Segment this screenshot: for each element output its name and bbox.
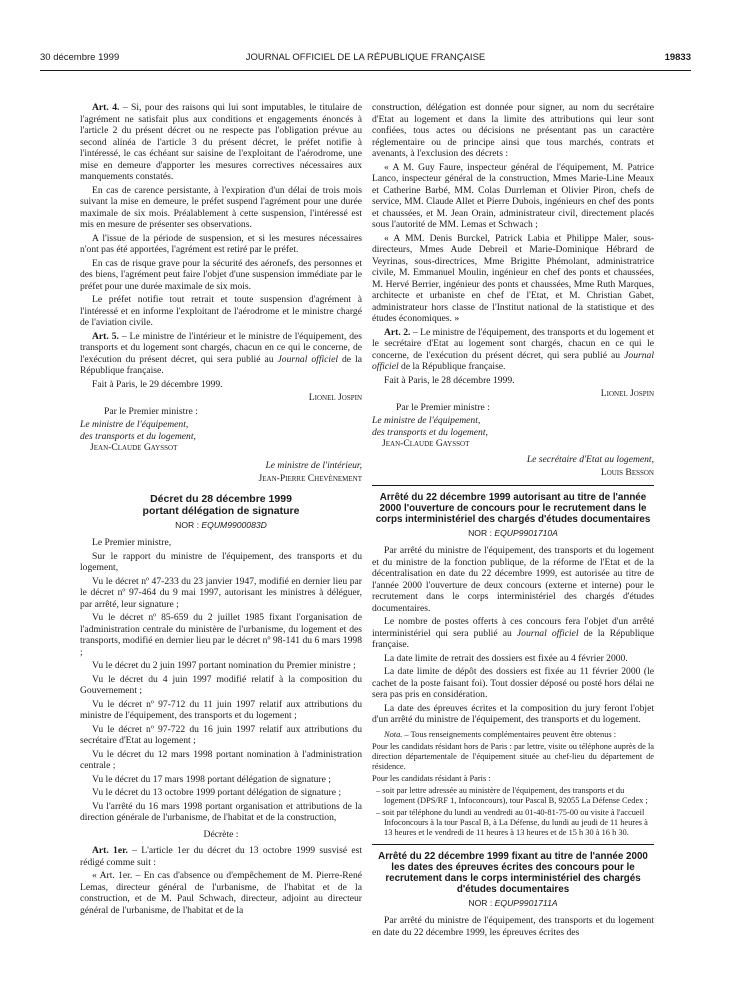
- secretary-name: Louis Besson: [600, 467, 654, 478]
- article-1: Art. 1er. – L'article 1er du décret du 13 octobre 1999 susvisé est rédigé comme suit :: [80, 845, 362, 868]
- minister-equipment-title-2: des transports et du logement,: [80, 430, 196, 442]
- right-column: [372, 102, 654, 940]
- paragraph: Sur le rapport du ministre de l'équipement, des transports et du logement,: [80, 550, 362, 573]
- paragraph: Vu le décret nº 47-233 du 23 janvier 1947, modifié en dernier lieu par le décret nº 97-464 du 9 mai 1997, autorisant les ministres à déléguer, par arrêté, leur signature ;: [80, 575, 362, 610]
- paragraph: La date limite de retrait des dossiers est fixée au 4 février 2000.: [384, 652, 628, 664]
- minister-equipment-title-1: Le ministre de l'équipement,: [80, 419, 189, 430]
- paragraph: Vu le décret nº 97-712 du 11 juin 1997 relatif aux attributions du ministre de l'équipement, des transports et du logement ;: [80, 698, 362, 721]
- minister-equipment-name: Jean-Claude Gayssot: [382, 438, 470, 449]
- paragraph: Vu le décret nº 85-659 du 2 juillet 1985 fixant l'organisation de l'administration centrale du ministère de l'urbanisme, du logement et des transports, modifié en dernier lieu par le décret nº 98-141 du 6 mars 1998 ;: [80, 612, 362, 658]
- paragraph: Vu l'arrêté du 16 mars 1998 portant organisation et attributions de la direction générale de l'urbanisme, de l'habitat et de la construction,: [80, 800, 362, 823]
- minister-equipment-name: Jean-Claude Gayssot: [90, 442, 178, 453]
- minister-interior-title: Le ministre de l'intérieur,: [265, 459, 362, 471]
- paragraph: « A M. Guy Faure, inspecteur général de l'équipement, M. Patrice Lanco, inspecteur général de la construction, Mmes Marie-Line Meaux et Catherine Barbé, MM. Colas Durrleman et Olivier Piron, chefs de service, MM. Claude Allet et Pierre Dubois, ingénieurs en chef des ponts et chaussées, et M. Jean Orain, administrateur civil, directement placés sous l'autorité de MM. Lemas et Schwach ;: [372, 161, 654, 230]
- paragraph: A l'issue de la période de suspension, et si les mesures nécessaires n'ont pas été apportées, l'agrément est retiré par le préfet.: [80, 232, 362, 255]
- paragraph: La date des épreuves écrites et la composition du jury feront l'objet d'un arrêté du ministre de l'équipement, des transports et du logement.: [372, 702, 654, 725]
- arrete-1-nor: NOR : EQUP9901710A: [468, 527, 558, 538]
- paragraph: Vu le décret du 2 juin 1997 portant nomination du Premier ministre ;: [92, 660, 356, 671]
- paragraph: Par arrêté du ministre de l'équipement, des transports et du logement et du ministre de la fonction publique, de la réforme de l'Etat et de la décentralisation en date du 22 décembre 1999, est autorisée au titre de l'année 2000 l'ouverture de deux concours (externe et interne) pour le recrutement dans le corps interministériel des chargés d'études documentaires.: [372, 545, 654, 614]
- decrete: Décrète :: [203, 828, 239, 840]
- fait-a-paris: Fait à Paris, le 29 décembre 1999.: [92, 378, 223, 390]
- paragraph: Vu le décret du 13 octobre 1999 portant délégation de signature ;: [92, 787, 342, 798]
- decree-nor: NOR : EQUM9900083D: [175, 519, 267, 530]
- article-4: Art. 4. – Si, pour des raisons qui lui sont imputables, le titulaire de l'agrément ne satisfait plus aux conditions et engagements énoncés à l'article 2 du présent décret ou ne respecte pas l'obligation prévue au second alinéa de l'article 3 du présent décret, le préfet notifie à l'intéressé, le cas échéant sur saisine de l'exploitant de l'aérodrome, une mise en demeure d'apporter les mesures correctives nécessaires aux manquements constatés.: [80, 102, 362, 182]
- paragraph: En cas de risque grave pour la sécurité des aéronefs, des personnes et des biens, l'agrément peut faire l'objet d'une suspension immédiate par le préfet pour une durée maximale de six mois.: [80, 257, 362, 292]
- paragraph: construction, délégation est donnée pour signer, au nom du secrétaire d'Etat au logement et dans la limite des attributions qui leur sont confiées, tous actes ou décisions ne présentant pas un caractère réglementaire ou de principe ainsi que tous marchés, contrats et avenants, à l'exclusion des décrets :: [372, 102, 654, 159]
- paragraph: En cas de carence persistante, à l'expiration d'un délai de trois mois suivant la mise en demeure, le préfet suspend l'agrément pour une durée maximale de six mois. Préalablement à cette suspension, l'intéressé est mis en mesure de présenter ses observations.: [80, 184, 362, 230]
- fait-a-paris: Fait à Paris, le 28 décembre 1999.: [384, 374, 515, 386]
- paragraph: Par arrêté du ministre de l'équipement, des transports et du logement en date du 22 décembre 1999, les épreuves écrites des: [372, 915, 654, 938]
- paragraph: Le préfet notifie tout retrait et toute suspension d'agrément à l'intéressé et en informe l'exploitant de l'aérodrome et le ministre chargé de l'aviation civile.: [80, 294, 362, 328]
- paragraph: Vu le décret du 12 mars 1998 portant nomination à l'administration centrale ;: [80, 748, 362, 771]
- decree-title: Décret du 28 décembre 1999 portant délégation de signature: [142, 492, 300, 517]
- divider: [372, 485, 654, 486]
- minister-equipment-title-1: Le ministre de l'équipement,: [372, 415, 481, 426]
- paragraph: « A MM. Denis Burckel, Patrick Labia et Philippe Maler, sous-directeurs, Mmes Aude Debreil et Marie-Dominique Hébrard de Veyrinas, sous-directrices, Mme Brigitte Phémolant, administratrice civile, M. Emmanuel Moulin, ingénieur en chef des ponts et chaussées, M. Hervé Berrier, ingénieur des ponts et chaussées, Mme Ruth Marques, architecte et urbaniste en chef de l'Etat, et M. Christian Gabet, administrateur hors classe de l'Institut national de la statistique et des études économiques. »: [372, 232, 654, 324]
- signature-prime-minister: Lionel Jospin: [308, 392, 362, 403]
- paragraph: Vu le décret nº 97-722 du 16 juin 1997 relatif aux attributions du secrétaire d'Etat au logement ;: [80, 723, 362, 746]
- nota-block: Nota. – Tous renseignements complémentaires peuvent être obtenus : Pour les candidats résidant hors de Paris : par lettre, visite ou téléphone auprès de la direction départementale de l'équipement située au chef-lieu du département de résidence. Pour les candidats résidant à Paris : – soit par lettre adressée au ministère de l'équipement, des transports et du logement (DPS/RF 1, Infoconcours), tour Pascal B, 92055 La Défense Cedex ; – soit par téléphone du lundi au vendredi au 01-40-81-75-00 ou visite à l'accueil Infoconcours à la tour Pascal B, à La Défense, du lundi au jeudi de 11 heures à 13 heures et le vendredi de 11 heures à 13 heures et de 15 h 30 à 16 h 30.: [372, 729, 654, 837]
- paragraph: La date limite de dépôt des dossiers est fixée au 11 février 2000 (le cachet de la poste faisant foi). Tout dossier déposé ou posté hors délai ne sera pas pris en considération.: [372, 666, 654, 700]
- header-journal-title: JOURNAL OFFICIEL DE LA RÉPUBLIQUE FRANÇAISE: [245, 52, 486, 63]
- paragraph: Vu le décret du 4 juin 1997 modifié relatif à la composition du Gouvernement ;: [80, 673, 362, 696]
- header-date: 30 décembre 1999: [40, 52, 120, 63]
- arrete-1-title: Arrêté du 22 décembre 1999 autorisant au titre de l'année 2000 l'ouverture de concours pour le recrutement dans le corps interministériel des chargés d'études documentaires: [375, 491, 651, 525]
- article-4-label: Art. 4.: [92, 102, 120, 113]
- left-column: [80, 102, 362, 918]
- page-header: [40, 52, 691, 71]
- par-le-premier-ministre: Par le Premier ministre :: [396, 401, 490, 413]
- article-5: Art. 5. – Le ministre de l'intérieur et le ministre de l'équipement, des transports et du logement sont chargés, chacun en ce qui le concerne, de l'exécution du présent décret, qui sera publié au Journal officiel de la République française.: [80, 330, 363, 376]
- arrete-2-nor: NOR : EQUP9901711A: [468, 897, 558, 908]
- article-1-quote: « Art. 1er. – En cas d'absence ou d'empêchement de M. Pierre-René Lemas, directeur général de l'urbanisme, de l'habitat et de la construction, et de M. Paul Schwach, directeur, adjoint au directeur général de l'urbanisme, de l'habitat et de la: [80, 870, 362, 916]
- paragraph: Le nombre de postes offerts à ces concours fera l'objet d'un arrêté interministériel qui sera publié au Journal officiel de la République française.: [372, 616, 655, 650]
- paragraph: Le Premier ministre,: [92, 537, 172, 548]
- minister-interior-name: Jean-Pierre Chevènement: [258, 473, 362, 484]
- par-le-premier-ministre: Par le Premier ministre :: [104, 405, 198, 417]
- signature-prime-minister: Lionel Jospin: [600, 388, 654, 399]
- article-2: Art. 2. – Le ministre de l'équipement, des transports et du logement et le secrétaire d'Etat au logement sont chargés, chacun en ce qui le concerne, de l'exécution du présent décret, qui sera publié au Journal officiel de la République française.: [372, 326, 655, 372]
- paragraph: Vu le décret du 17 mars 1998 portant délégation de signature ;: [92, 773, 331, 785]
- arrete-2-title: Arrêté du 22 décembre 1999 fixant au titre de l'année 2000 les dates des épreuves écrites des concours pour le recrutement dans le corps interministériel des chargés d'études documentaires: [378, 850, 648, 895]
- header-page-number: 19833: [664, 52, 691, 63]
- secretary-title: Le secrétaire d'Etat au logement,: [526, 453, 654, 465]
- divider: [372, 844, 654, 845]
- minister-equipment-title-2: des transports et du logement,: [372, 426, 488, 438]
